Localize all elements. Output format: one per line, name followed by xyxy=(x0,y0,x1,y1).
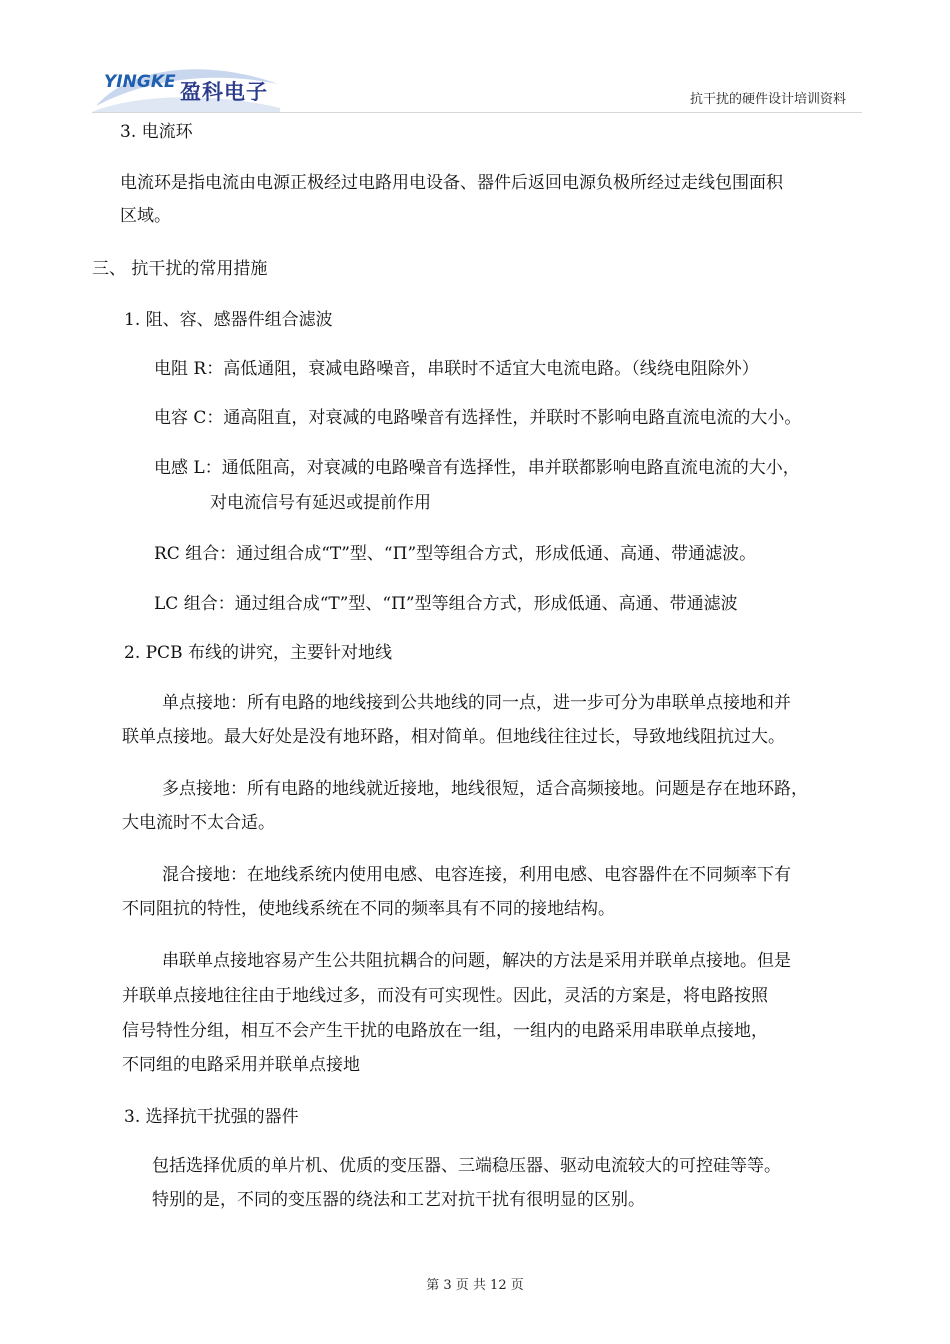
paragraph-line: 电感 L：通低阻高，对衰减的电路噪音有选择性，串并联都影响电路直流电流的大小， xyxy=(154,458,800,478)
paragraph-line: 联单点接地。最大好处是没有地环路，相对简单。但地线往往过长，导致地线阻抗过大。 xyxy=(122,727,785,747)
paragraph-line: 单点接地：所有电路的地线接到公共地线的同一点，进一步可分为串联单点接地和并 xyxy=(162,693,791,713)
paragraph-line: 不同阻抗的特性，使地线系统在不同的频率具有不同的接地结构。 xyxy=(122,899,615,919)
paragraph-line: 电阻 R：高低通阻，衰减电路噪音，串联时不适宜大电流电路。（线绕电阻除外） xyxy=(154,359,759,379)
paragraph-line: 并联单点接地往往由于地线过多，而没有可实现性。因此，灵活的方案是，将电路按照 xyxy=(122,986,768,1006)
paragraph-line: 对电流信号有延迟或提前作用 xyxy=(210,493,431,513)
paragraph-line: 不同组的电路采用并联单点接地 xyxy=(122,1055,360,1075)
paragraph-line: 串联单点接地容易产生公共阻抗耦合的问题，解决的方法是采用并联单点接地。但是 xyxy=(162,951,791,971)
page-number: 第 3 页 共 12 页 xyxy=(426,1278,524,1293)
subsection-heading-components: 3. 选择抗干扰强的器件 xyxy=(124,1107,299,1127)
paragraph-line: 包括选择优质的单片机、优质的变压器、三端稳压器、驱动电流较大的可控硅等等。 xyxy=(152,1156,781,1176)
paragraph-line: 电流环是指电流由电源正极经过电路用电设备、器件后返回电源负极所经过走线包围面积 xyxy=(120,173,783,193)
paragraph-line: 混合接地：在地线系统内使用电感、电容连接，利用电感、电容器件在不同频率下有 xyxy=(162,865,791,885)
logo-latin-text: YINGKE xyxy=(104,72,176,92)
paragraph-line: 大电流时不太合适。 xyxy=(122,813,275,833)
header-divider xyxy=(92,112,862,113)
chapter-heading-measures: 三、 抗干扰的常用措施 xyxy=(92,259,268,279)
paragraph-line: LC 组合：通过组合成“T”型、“Π”型等组合方式，形成低通、高通、带通滤波 xyxy=(154,594,738,614)
paragraph-line: 区域。 xyxy=(120,206,171,226)
paragraph-line: 信号特性分组，相互不会产生干扰的电路放在一组，一组内的电路采用串联单点接地， xyxy=(122,1021,768,1041)
paragraph-line: 多点接地：所有电路的地线就近接地，地线很短，适合高频接地。问题是存在地环路， xyxy=(162,779,808,799)
company-logo xyxy=(92,62,282,116)
paragraph-line: RC 组合：通过组合成“T”型、“Π”型等组合方式，形成低通、高通、带通滤波。 xyxy=(154,544,757,564)
paragraph-line: 电容 C：通高阻直，对衰减的电路噪音有选择性，并联时不影响电路直流电流的大小。 xyxy=(154,408,802,428)
paragraph-line: 特别的是，不同的变压器的绕法和工艺对抗干扰有很明显的区别。 xyxy=(152,1190,645,1210)
subsection-heading-pcb: 2. PCB 布线的讲究，主要针对地线 xyxy=(124,643,392,663)
document-title: 抗干扰的硬件设计培训资料 xyxy=(690,92,847,107)
subsection-heading-filtering: 1. 阻、容、感器件组合滤波 xyxy=(124,310,333,330)
logo-chinese-text: 盈科电子 xyxy=(180,80,268,104)
section-heading-current-loop: 3. 电流环 xyxy=(120,122,193,142)
